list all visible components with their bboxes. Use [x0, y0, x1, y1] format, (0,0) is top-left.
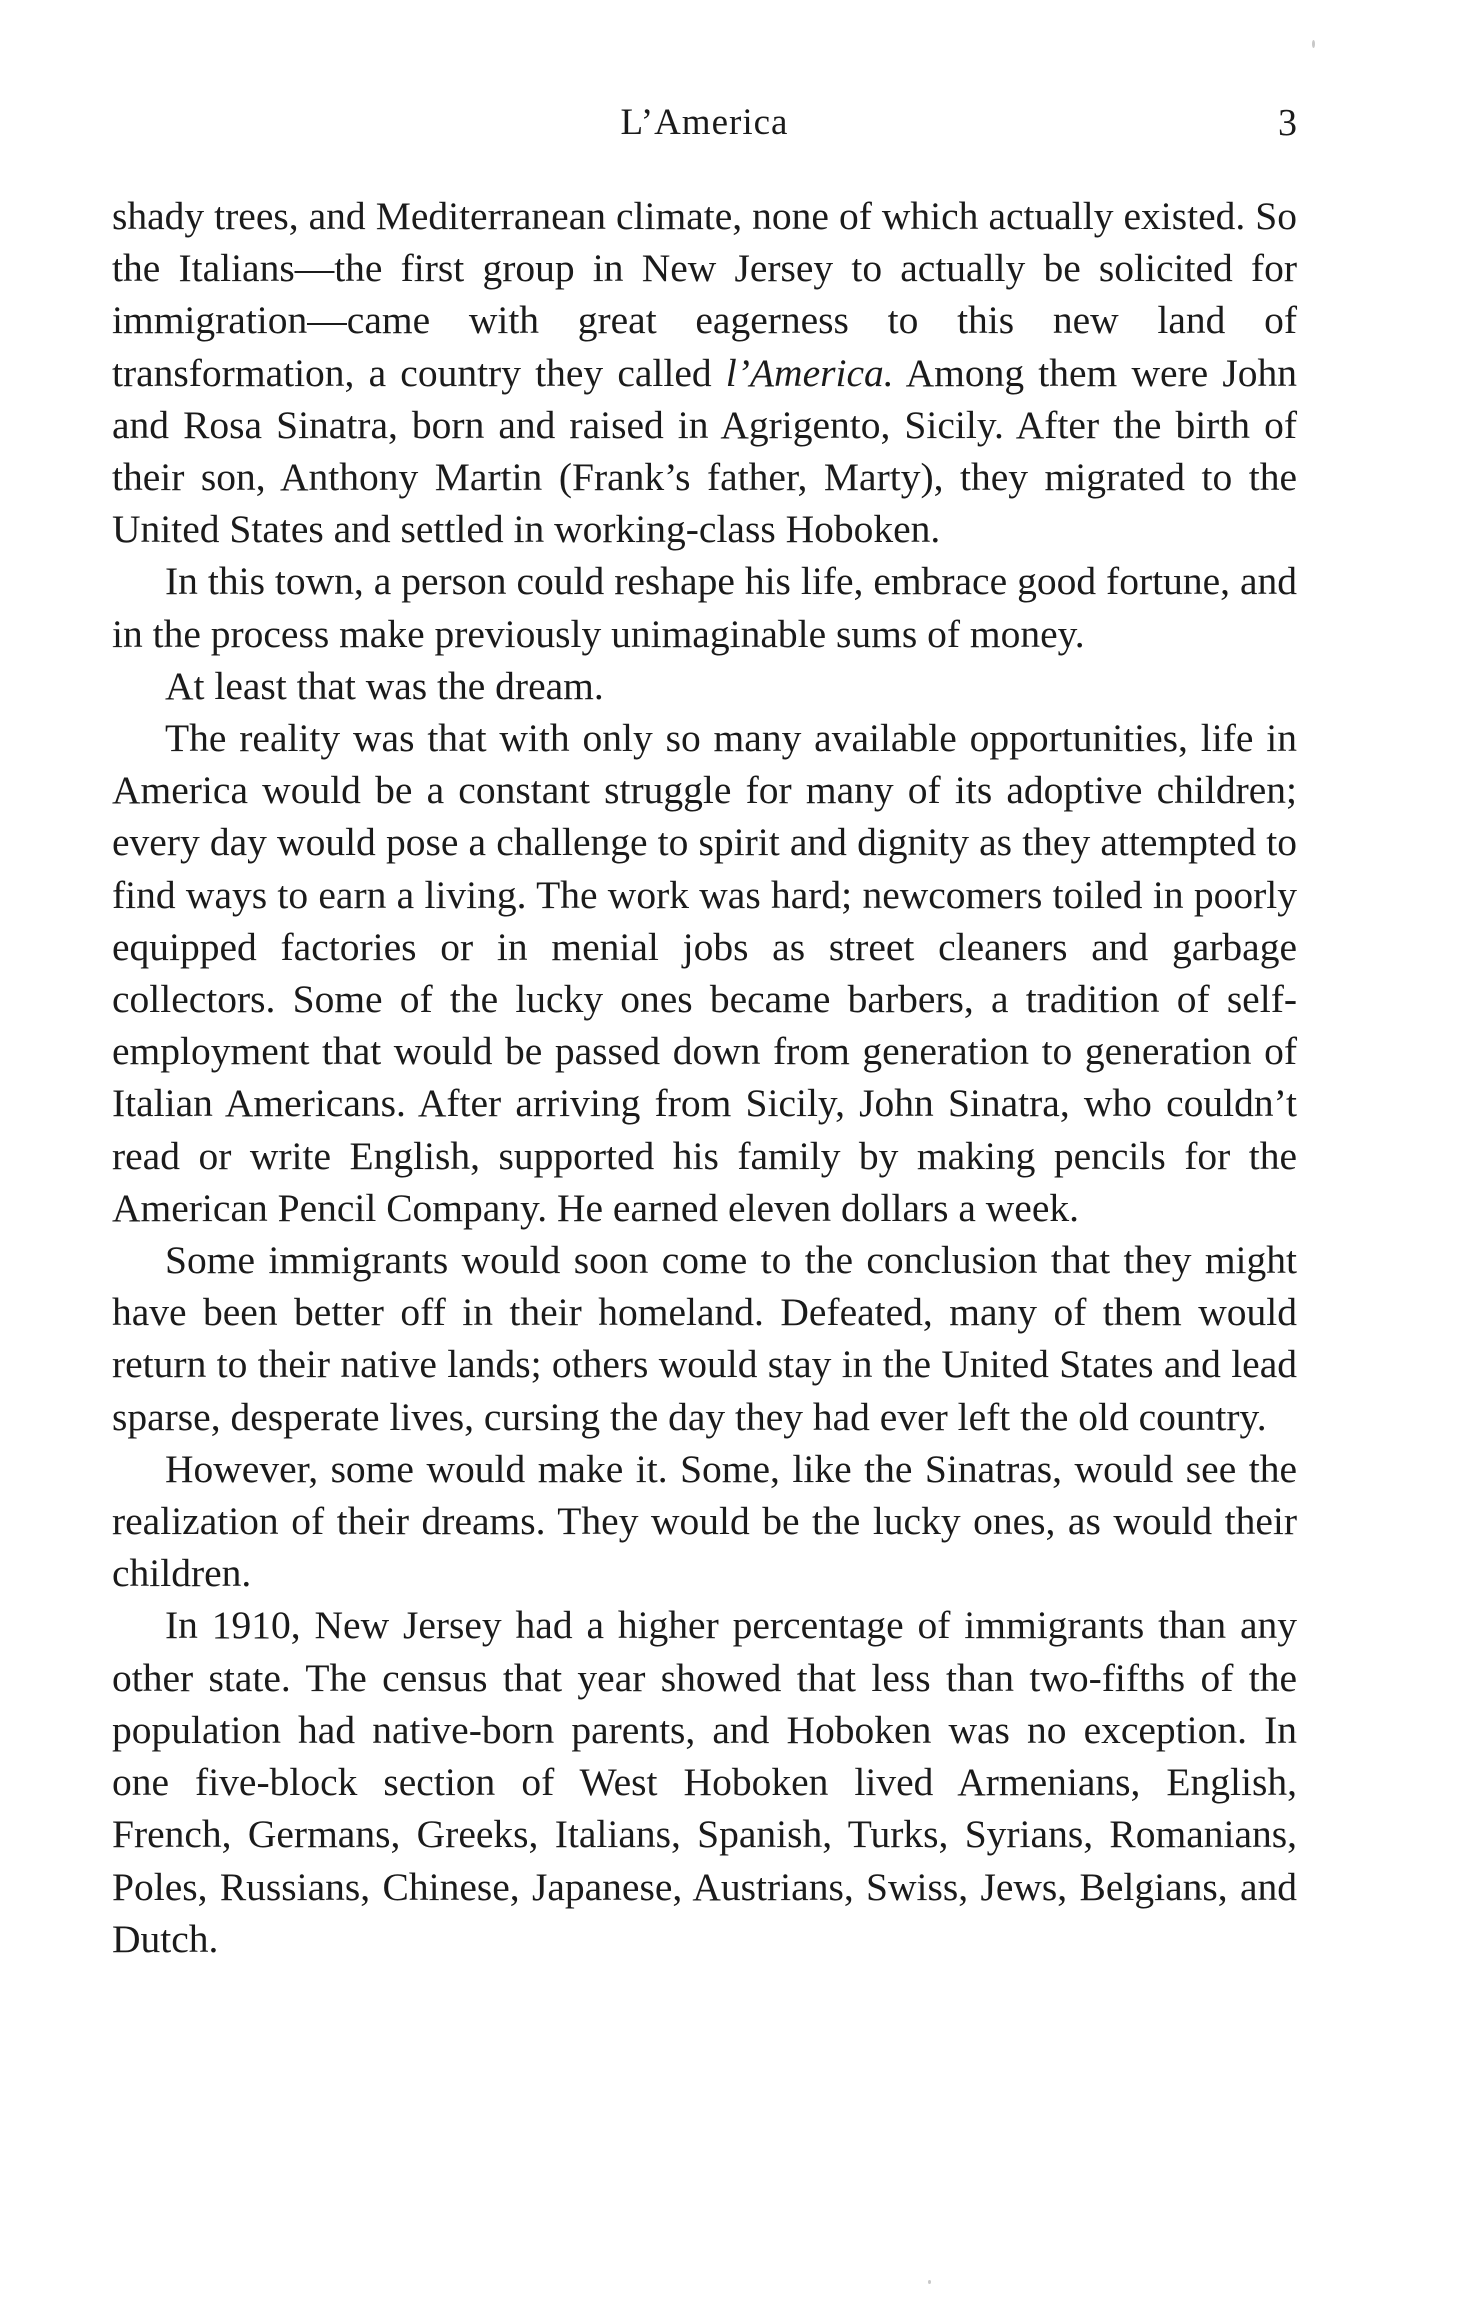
- scan-speck: [928, 2280, 931, 2284]
- body-text: [112, 190, 1297, 1965]
- paragraph-6: However, some would make it. Some, like the Sinatras, would see the realization of their dreams. They would be the lucky ones, as would their children.: [112, 1446, 1297, 1596]
- scan-speck: [1312, 40, 1315, 48]
- paragraph-1-text-before: shady trees, and Mediterranean climate, none of which actually existed. So the Italians—the first group in New Jersey to actually be solicited for immigration—came with great eagerness to this new land of transformation, a country they called: [112, 194, 1297, 395]
- running-head: [112, 98, 1297, 148]
- paragraph-7: In 1910, New Jersey had a higher percentage of immigrants than any other state. The census that year showed that less than two-fifths of the population had native-born parents, and Hoboken was no exception. In one five-block section of West Hoboken lived Armenians, English, French, Germans, Greeks, Italians, Spanish, Turks, Syrians, Romanians, Poles, Russians, Chinese, Japanese, Austrians, Swiss, Jews, Belgians, and Dutch.: [112, 1603, 1297, 1961]
- paragraph-2: In this town, a person could reshape his life, embrace good fortune, and in the process make previously unimaginable sums of money.: [112, 559, 1297, 656]
- paragraph-1-text-after: Among them were John and Rosa Sinatra, born and raised in Agrigento, Sicily. After the birth of their son, Anthony Martin (Frank’s father, Marty), they migrated to the United States and settled in working-class Hoboken.: [112, 350, 1297, 552]
- paragraph-1: [112, 190, 1297, 555]
- page-number: 3: [1278, 102, 1297, 144]
- paragraph-3: At least that was the dream.: [165, 663, 604, 708]
- paragraph-5: Some immigrants would soon come to the conclusion that they might have been better off in their homeland. Defeated, many of them would return to their native lands; others would stay in the United States and lead sparse, desperate lives, cursing the day they had ever left the old country.: [112, 1238, 1297, 1439]
- running-title: L’America: [620, 102, 789, 143]
- paragraph-4: The reality was that with only so many available opportunities, life in America would be a constant struggle for many of its adoptive children; every day would pose a challenge to spirit and dignity as they attempted to find ways to earn a living. The work was hard; newcomers toiled in poorly equipped factories or in menial jobs as street cleaners and garbage collectors. Some of the lucky ones became barbers, a tradition of self-employment that would be passed down from generation to generation of Italian Americans. After arriving from Sicily, John Sinatra, who couldn’t read or write English, supported his family by making pencils for the American Pencil Company. He earned eleven dollars a week.: [112, 716, 1297, 1230]
- paragraph-1-italic-term: l’America.: [725, 350, 894, 395]
